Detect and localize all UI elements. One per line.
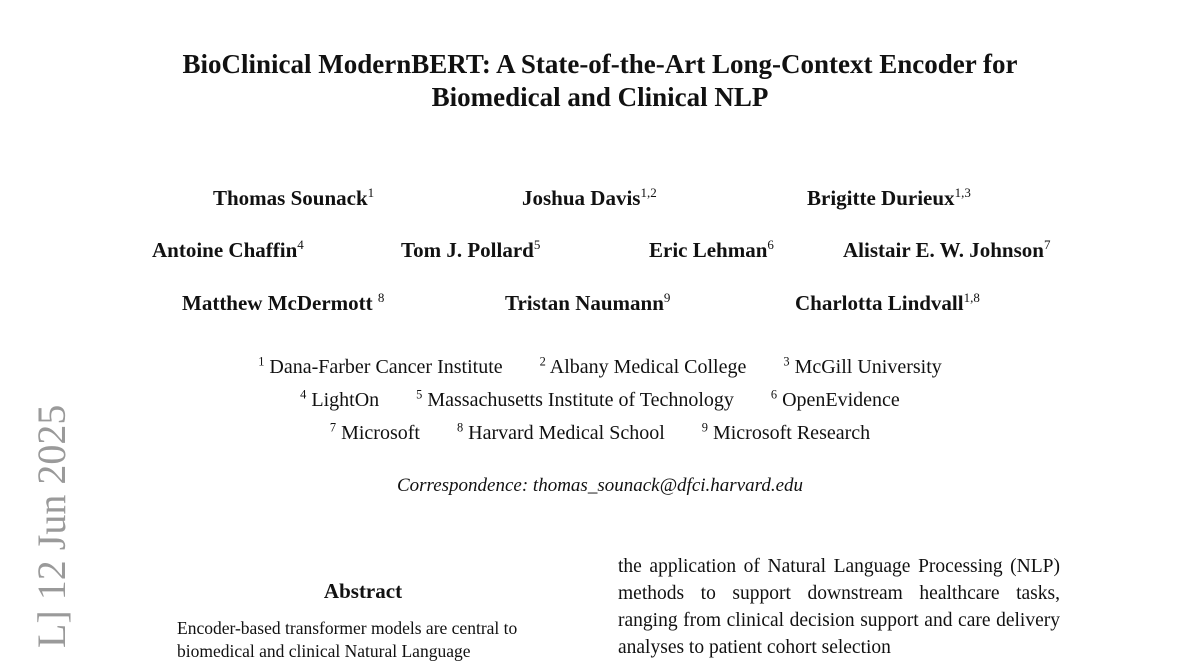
affiliation: $^4$ LightOn: [300, 387, 380, 411]
abstract-text: Encoder-based transformer models are central to biomedical and clinical Natural Language: [177, 618, 518, 661]
author-name: Tom J. Pollard$^5$: [401, 237, 541, 262]
affiliation: $^3$ McGill University: [783, 354, 942, 378]
affiliation: $^8$ Harvard Medical School: [456, 420, 665, 444]
author-name: Matthew McDermott $^8$: [182, 290, 385, 315]
author-name: Alistair E. W. Johnson$^7$: [843, 237, 1051, 262]
correspondence: Correspondence: thomas_sounack@dfci.harvard.edu: [396, 475, 804, 496]
author-name: Eric Lehman$^6$: [649, 237, 774, 262]
affiliation: $^7$ Microsoft: [329, 420, 420, 444]
body-text-right-column: the application of Natural Language Processing (NLP) methods to support downstream healthcare tasks, ranging from clinical decision support and care delivery analyses to patient cohort selection: [618, 556, 1060, 658]
affiliations-line-2: [0, 389, 1200, 412]
affiliations-line-3: [0, 422, 1200, 445]
affiliation: $^9$ Microsoft Research: [701, 420, 871, 444]
author-name: Thomas Sounack$^1$: [213, 185, 375, 210]
paper-title: [0, 48, 1200, 114]
author-name: Antoine Chaffin$^4$: [152, 237, 304, 262]
author-name: Joshua Davis$^{1,2}$: [522, 185, 657, 210]
affiliation: $^1$ Dana-Farber Cancer Institute: [258, 354, 503, 378]
title-line-1: BioClinical ModernBERT: A State-of-the-Art Long-Context Encoder for: [182, 49, 1018, 79]
affiliation: $^2$ Albany Medical College: [539, 354, 747, 378]
abstract-heading: Abstract: [323, 579, 403, 603]
author-name: Brigitte Durieux$^{1,3}$: [807, 185, 971, 210]
author-name: Charlotta Lindvall$^{1,8}$: [795, 290, 980, 315]
affiliations-line-1: [0, 356, 1200, 379]
affiliation: $^6$ OpenEvidence: [770, 387, 900, 411]
author-name: Tristan Naumann$^9$: [505, 290, 671, 315]
arxiv-stamp: L] 12 Jun 2025: [29, 404, 74, 648]
affiliation: $^5$ Massachusetts Institute of Technology: [416, 387, 734, 411]
title-line-2: Biomedical and Clinical NLP: [431, 82, 769, 112]
